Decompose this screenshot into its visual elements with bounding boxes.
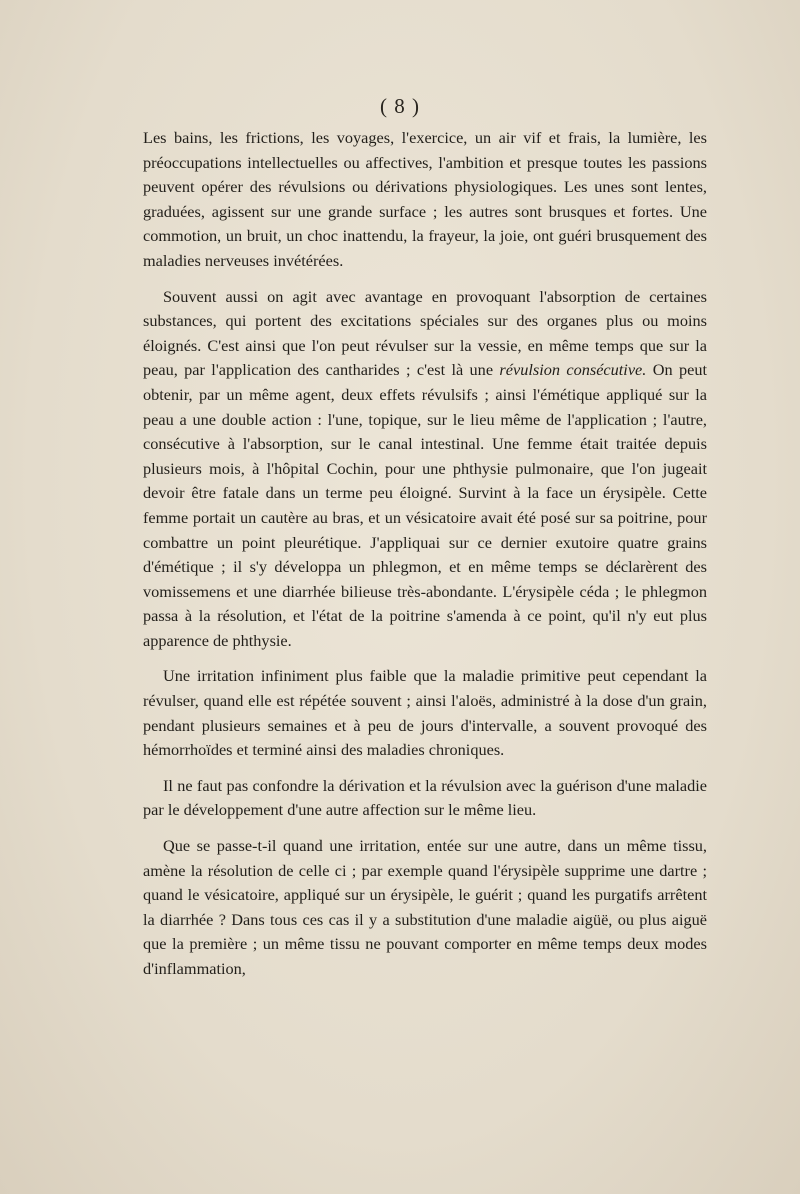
paragraph-2-part-2: On peut obtenir, par un même agent, deux effets révulsifs ; ainsi l'émétique appliqué sur la peau a une double action : l'une, topique, sur le lieu même de l'application ; l'autre, consécutive à l'absorption, sur le canal intestinal. Une femme était traitée depuis plusieurs mois, à l'hôpital Cochin, pour une phthysie pulmonaire, que l'on jugeait devoir être fatale dans un terme peu éloigné. Survint à la face un érysipèle. Cette femme portait un cautère au bras, et un vésicatoire avait été posé sur sa poitrine, pour combattre un point pleurétique. J'appliquai sur ce dernier exutoire quatre grains d'émétique ; il s'y développa un phlegmon, et en même temps se déclarèrent des vomissemens et une diarrhée bilieuse très-abondante. L'érysipèle céda ; le phlegmon passa à la résolution, et l'état de la poitrine s'amenda à ce point, qu'il n'y eut plus apparence de phthysie.: [143, 360, 707, 650]
paragraph-2-part-1: Souvent aussi on agit avec avantage en provoquant l'absorption de certaines substances, qui portent des excitations spéciales sur des organes plus ou moins éloignés. C'est ainsi que l'on peut révulser sur la vessie, en même temps que sur la peau, par l'application des cantharides ; c'est là une: [143, 286, 707, 380]
paragraph-4: Il ne faut pas confondre la dérivation et la révulsion avec la guérison d'une maladie par le développement d'une autre affection sur le même lieu.: [143, 775, 707, 820]
paragraph-3: Une irritation infiniment plus faible que la maladie primitive peut cependant la révulser, quand elle est répétée souvent ; ainsi l'aloës, administré à la dose d'un grain, pendant plusieurs semaines et à peu de jours d'intervalle, a souvent provoqué des hémorrhoïdes et terminé ainsi des maladies chroniques.: [143, 666, 707, 760]
page-number: ( 8 ): [380, 94, 420, 118]
paragraph-1: Les bains, les frictions, les voyages, l'exercice, un air vif et frais, la lumière, les préoccupations intellectuelles ou affectives, l'ambition et presque toutes les passions peuvent opérer des révulsions ou dérivations physiologiques. Les unes sont lentes, graduées, agissent sur une grande surface ; les autres sont brusques et fortes. Une commotion, un bruit, un choc inattendu, la frayeur, la joie, ont guéri brusquement des maladies nerveuses invétérées.: [143, 128, 707, 270]
paragraph-5: Que se passe-t-il quand une irritation, entée sur une autre, dans un même tissu, amène la résolution de celle ci ; par exemple quand l'érysipèle supprime une dartre ; quand le vésicatoire, appliqué sur un érysipèle, le guérit ; quand les purgatifs arrêtent la diarrhée ? Dans tous ces cas il y a substitution d'une maladie aigüë, ou plus aiguë que la première ; un même tissu ne pouvant comporter en même temps deux modes d'inflammation,: [143, 836, 707, 978]
paragraph-2-emphasis: révulsion consécutive.: [499, 360, 647, 380]
body-text: [143, 126, 707, 993]
paragraph-2: [143, 285, 707, 654]
